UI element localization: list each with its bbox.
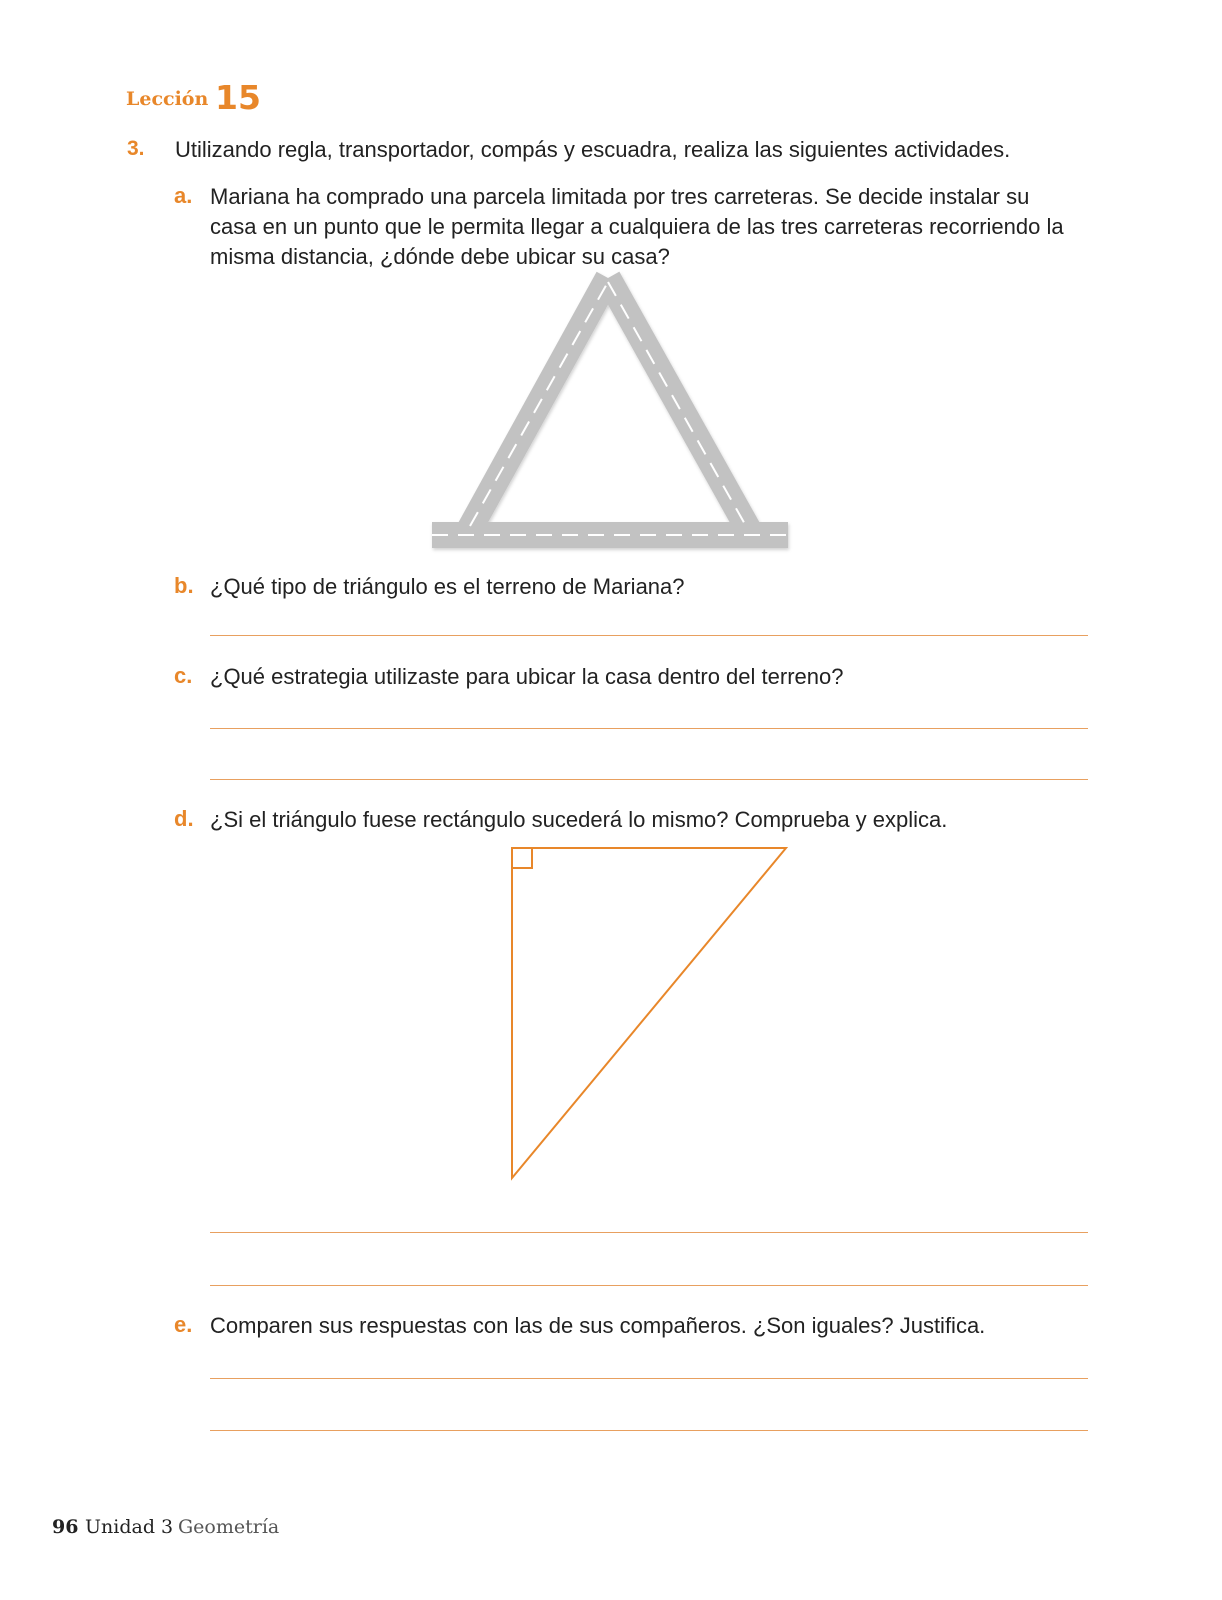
item-a-letter: a. — [174, 183, 193, 208]
answer-line-d-1[interactable] — [210, 1232, 1088, 1233]
roads — [432, 278, 788, 548]
topic-label: Geometría — [178, 1516, 280, 1538]
item-d-text: ¿Si el triángulo fuese rectángulo sucederá lo mismo? Comprueba y explica. — [210, 807, 948, 832]
item-c-letter: c. — [174, 663, 193, 688]
answer-line-c-1[interactable] — [210, 728, 1088, 729]
item-e-text: Comparen sus respuestas con las de sus compañeros. ¿Son iguales? Justifica. — [210, 1313, 986, 1338]
item-a-text — [210, 182, 1064, 272]
page-number: 96 — [52, 1516, 79, 1538]
item-c-text: ¿Qué estrategia utilizaste para ubicar la casa dentro del terreno? — [210, 664, 844, 689]
lesson-label: Lección — [126, 88, 209, 110]
road-triangle-illustration — [420, 270, 800, 570]
right-angle-marker — [512, 848, 532, 868]
item-b-letter: b. — [174, 573, 194, 598]
answer-line-d-2[interactable] — [210, 1285, 1088, 1286]
right-triangle — [512, 848, 786, 1178]
question-text: Utilizando regla, transportador, compás y escuadra, realiza las siguientes actividades. — [175, 137, 1011, 162]
lesson-number: 15 — [215, 78, 261, 117]
question-number: 3. — [127, 137, 145, 160]
answer-line-b-1[interactable] — [210, 635, 1088, 636]
item-a-line-1: Mariana ha comprado una parcela limitada por tres carreteras. Se decide instalar su — [210, 184, 1030, 209]
item-d-letter: d. — [174, 806, 194, 831]
item-a-line-2: casa en un punto que le permita llegar a cualquiera de las tres carreteras recorriendo la — [210, 214, 1064, 239]
answer-line-c-2[interactable] — [210, 779, 1088, 780]
right-triangle-diagram — [500, 840, 800, 1190]
answer-line-e-2[interactable] — [210, 1430, 1088, 1431]
item-b-text: ¿Qué tipo de triángulo es el terreno de Mariana? — [210, 574, 685, 599]
unit-label: Unidad 3 — [85, 1516, 174, 1538]
item-e-letter: e. — [174, 1312, 193, 1337]
item-a-line-3: misma distancia, ¿dónde debe ubicar su casa? — [210, 244, 670, 269]
answer-line-e-1[interactable] — [210, 1378, 1088, 1379]
